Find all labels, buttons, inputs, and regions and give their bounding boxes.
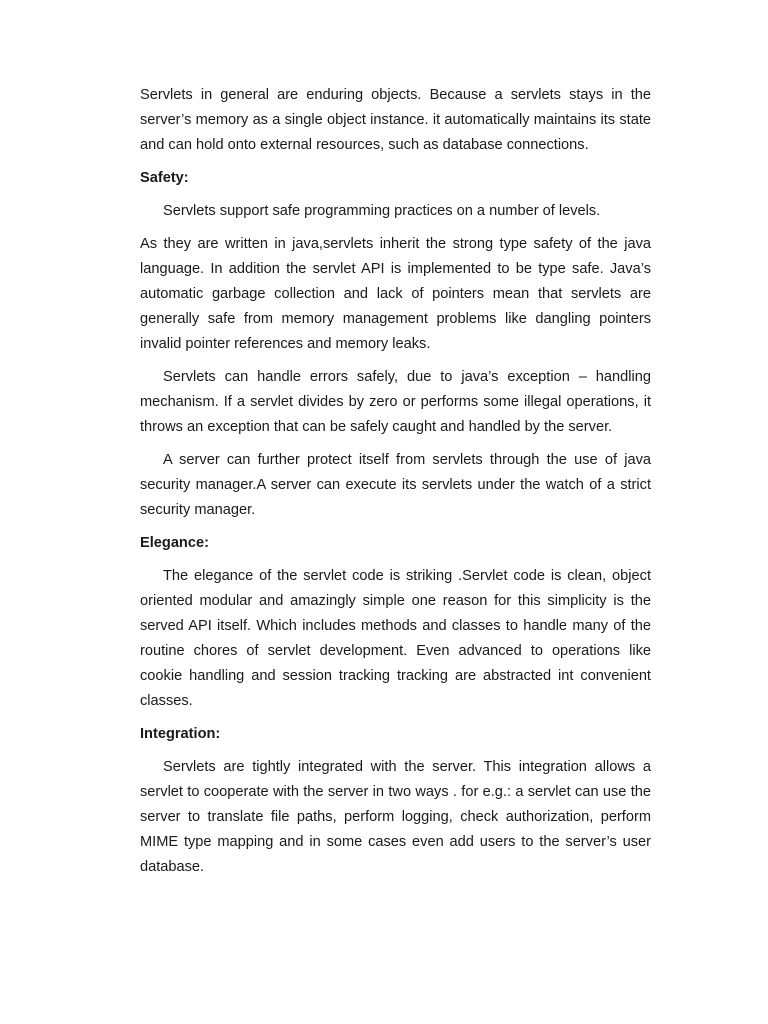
- elegance-paragraph: The elegance of the servlet code is striking .Servlet code is clean, object oriented modular and amazingly simple one reason for this simplicity is the served API itself. Which includes methods and classes to handle many of the routine chores of servlet development. Even advanced to operations like cookie handling and session tracking tracking are abstracted int convenient classes.: [140, 568, 651, 709]
- integration-paragraph: Servlets are tightly integrated with the server. This integration allows a servlet to cooperate with the server in two ways . for e.g.: a servlet can use the server to translate file paths, perform logging, check authorization, perform MIME type mapping and in some cases even add users to the server’s user database.: [140, 759, 651, 875]
- document-page: [140, 83, 651, 888]
- intro-paragraph: Servlets in general are enduring objects. Because a servlets stays in the server’s memory as a single object instance. it automatically maintains its state and can hold onto external resources, such as database connections.: [140, 87, 651, 153]
- safety-paragraph-1: Servlets support safe programming practices on a number of levels.: [163, 203, 601, 219]
- safety-paragraph-3: Servlets can handle errors safely, due to java’s exception – handling mechanism. If a servlet divides by zero or performs some illegal operations, it throws an exception that can be safely caught and handled by the server.: [140, 369, 651, 435]
- safety-heading: Safety:: [140, 170, 189, 186]
- integration-heading: Integration:: [140, 726, 221, 742]
- elegance-heading: Elegance:: [140, 535, 209, 551]
- safety-paragraph-4: A server can further protect itself from servlets through the use of java security manager.A server can execute its servlets under the watch of a strict security manager.: [140, 452, 651, 518]
- safety-paragraph-2: As they are written in java,servlets inherit the strong type safety of the java language. In addition the servlet API is implemented to be type safe. Java’s automatic garbage collection and lack of pointers mean that servlets are generally safe from memory management problems like dangling pointers invalid pointer references and memory leaks.: [140, 236, 651, 352]
